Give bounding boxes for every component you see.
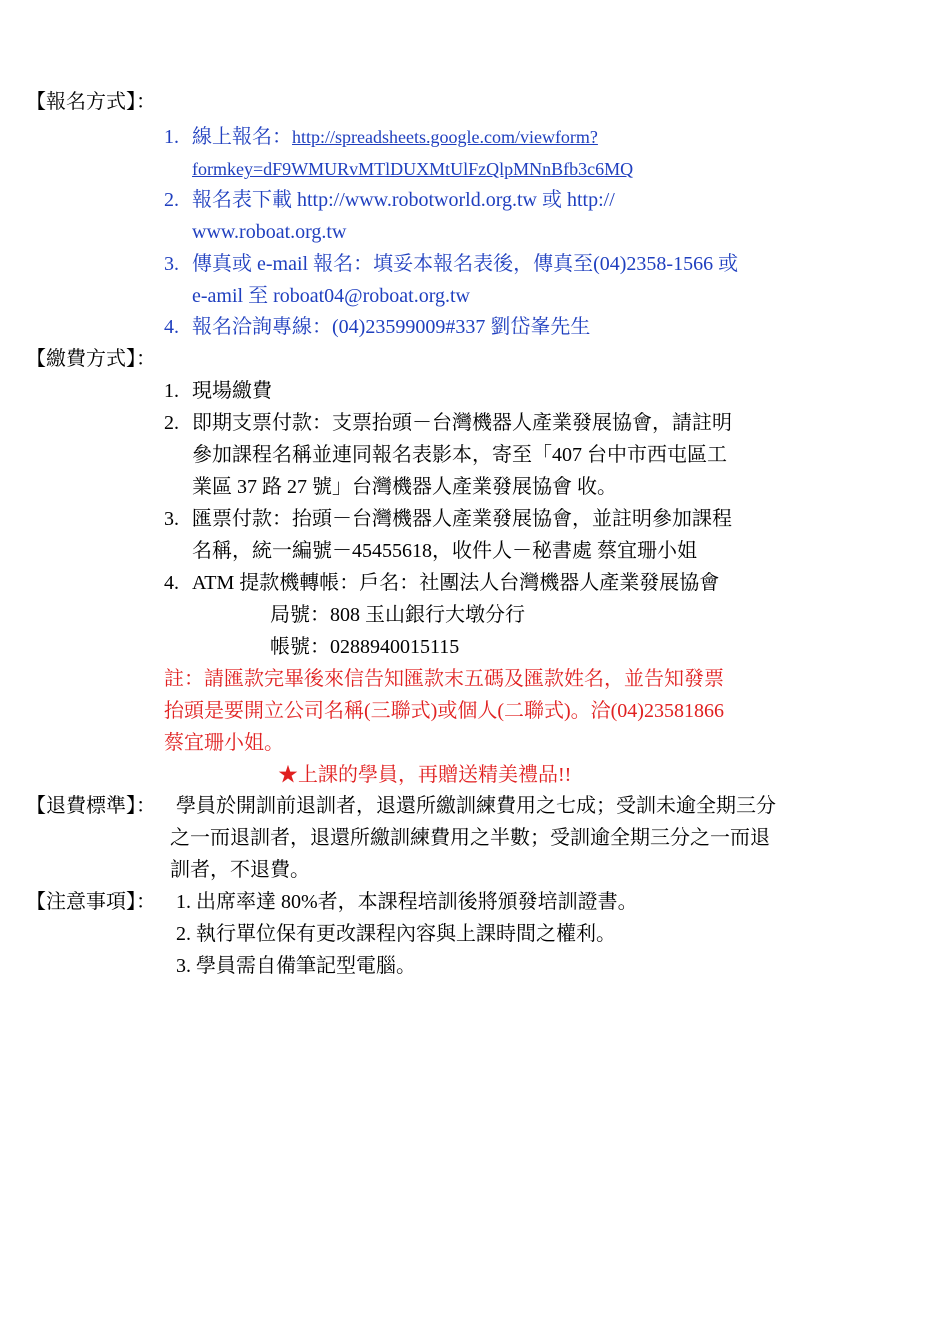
payment-note-cont: 抬頭是要開立公司名稱(三聯式)或個人(二聯式)。洽(04)23581866 bbox=[164, 700, 724, 722]
payment-note: 註：請匯款完畢後來信告知匯款末五碼及匯款姓名，並告知發票 bbox=[164, 668, 724, 690]
registration-item-4 bbox=[164, 313, 590, 341]
online-form-link[interactable]: http://spreadsheets.google.com/viewform? bbox=[292, 127, 598, 147]
download-text-cont: www.roboat.org.tw bbox=[192, 221, 347, 243]
registration-item-2 bbox=[164, 186, 615, 214]
online-form-link-cont[interactable]: formkey=dF9WMURvMTlDUXMtUlFzQlpMNnBfb3c6MQ bbox=[192, 159, 634, 179]
fax-email-text: 傳真或 e-mail 報名：填妥本報名表後，傳真至(04)2358-1566 或 bbox=[192, 253, 739, 275]
check-payment-text-cont: 參加課程名稱並連同報名表影本，寄至「407 台中市西屯區工 bbox=[192, 444, 727, 466]
item-number: 3. bbox=[164, 253, 179, 275]
item-number: 2. bbox=[164, 189, 179, 211]
item-number: 4. bbox=[164, 572, 179, 594]
payment-heading: 【繳費方式】： bbox=[26, 348, 156, 370]
download-text: 報名表下載 http://www.robotworld.org.tw 或 http:// bbox=[192, 189, 615, 211]
onsite-payment-text: 現場繳費 bbox=[192, 380, 272, 402]
bank-branch-text: 局號：808 玉山銀行大墩分行 bbox=[270, 604, 525, 626]
money-order-text-cont: 名稱，統一編號－45455618，收件人－秘書處 蔡宜珊小姐 bbox=[192, 540, 697, 562]
check-payment-text-cont-2: 業區 37 路 27 號」台灣機器人產業發展協會 收。 bbox=[192, 476, 617, 498]
money-order-text: 匯票付款：抬頭－台灣機器人產業發展協會，並註明參加課程 bbox=[192, 508, 732, 530]
notice-item-1: 1. 出席率達 80%者，本課程培訓後將頒發培訓證書。 bbox=[176, 891, 638, 913]
bank-account-text: 帳號：0288940015115 bbox=[270, 636, 460, 658]
item-number: 2. bbox=[164, 412, 179, 434]
hotline-text: 報名洽詢專線：(04)23599009#337 劉岱峯先生 bbox=[192, 316, 591, 338]
item-number: 1. bbox=[164, 380, 179, 402]
notice-item-2: 2. 執行單位保有更改課程內容與上課時間之權利。 bbox=[176, 923, 616, 945]
item-number: 3. bbox=[164, 508, 179, 530]
notice-heading: 【注意事項】： bbox=[26, 891, 156, 913]
refund-policy-text-cont: 之一而退訓者，退還所繳訓練費用之半數；受訓逾全期三分之一而退 bbox=[170, 827, 770, 849]
notice-item-3: 3. 學員需自備筆記型電腦。 bbox=[176, 955, 416, 977]
refund-policy-text: 學員於開訓前退訓者，退還所繳訓練費用之七成；受訓未逾全期三分 bbox=[176, 795, 776, 817]
atm-transfer-text: ATM 提款機轉帳：戶名：社團法人台灣機器人產業發展協會 bbox=[192, 572, 720, 594]
payment-item-2 bbox=[164, 409, 732, 437]
payment-note-cont-2: 蔡宜珊小姐。 bbox=[164, 732, 284, 754]
item-number: 4. bbox=[164, 316, 179, 338]
refund-policy-text-cont-2: 訓者，不退費。 bbox=[170, 859, 310, 881]
check-payment-text: 即期支票付款：支票抬頭－台灣機器人產業發展協會，請註明 bbox=[192, 412, 732, 434]
registration-heading: 【報名方式】： bbox=[26, 91, 156, 113]
item-number: 1. bbox=[164, 126, 179, 148]
gift-announcement: ★上課的學員，再贈送精美禮品!! bbox=[278, 764, 572, 786]
payment-item-4 bbox=[164, 569, 719, 597]
registration-item-3 bbox=[164, 250, 738, 278]
registration-item-1 bbox=[164, 123, 598, 151]
online-label: 線上報名： bbox=[192, 126, 292, 148]
payment-item-1 bbox=[164, 377, 272, 405]
fax-email-text-cont: e-amil 至 roboat04@roboat.org.tw bbox=[192, 285, 470, 307]
payment-item-3 bbox=[164, 505, 732, 533]
refund-heading: 【退費標準】： bbox=[26, 795, 156, 817]
